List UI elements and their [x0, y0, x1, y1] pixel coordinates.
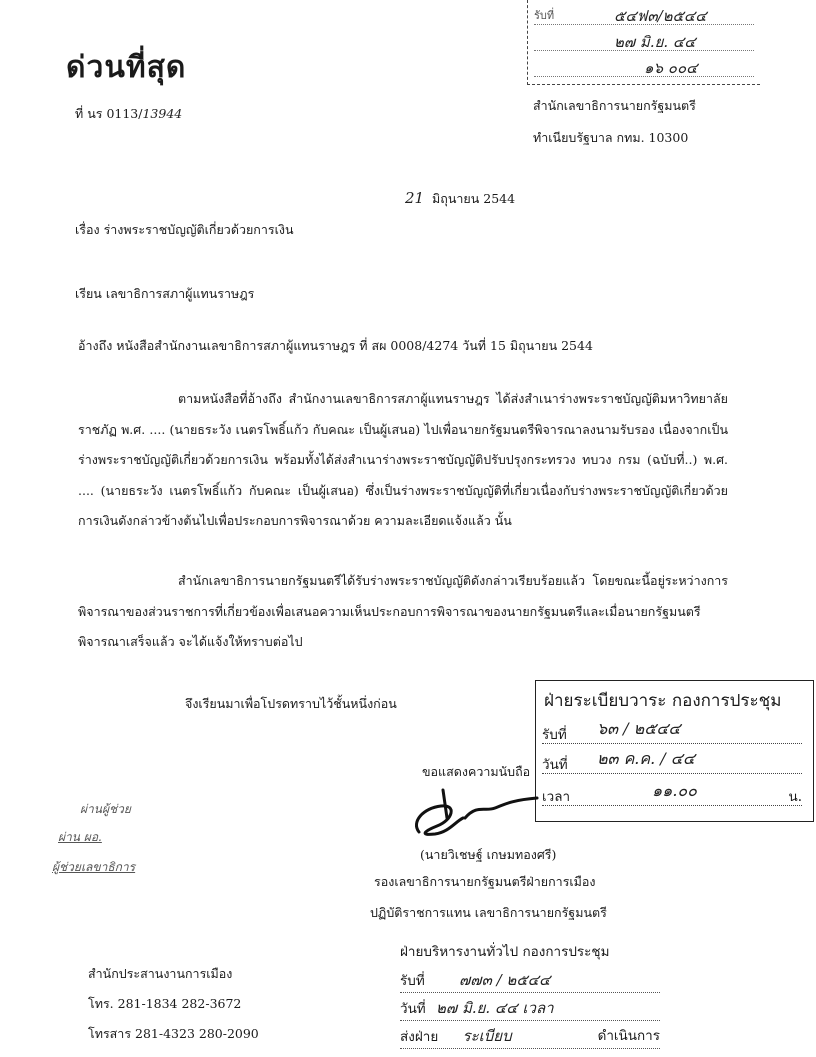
- bottom-stamp-received-label: รับที่: [400, 973, 425, 989]
- body-paragraph-2: [78, 566, 728, 658]
- footer-fax: โทรสาร 281-4323 280-2090: [88, 1026, 259, 1041]
- bottom-stamp-forward-label: ส่งฝ่าย: [400, 1029, 439, 1045]
- date-day: 21: [405, 189, 425, 207]
- regards-line: ขอแสดงความนับถือ: [422, 764, 531, 779]
- bottom-stamp-header: ฝ่ายบริหารงานทั่วไป กองการประชุม: [400, 944, 610, 960]
- meeting-stamp-received-label: รับที่: [542, 727, 567, 743]
- bottom-stamp-date-value: ๒๗ มิ.ย. ๔๔ เวลา: [436, 999, 554, 1017]
- meeting-stamp-time-suffix: น.: [788, 789, 802, 805]
- meeting-stamp-time-label: เวลา: [542, 789, 571, 805]
- signatory-title-2: ปฏิบัติราชการแทน เลขาธิการนายกรัฐมนตรี: [370, 905, 607, 920]
- document-number-prefix: ที่ นร 0113/: [75, 106, 143, 121]
- bottom-stamp-row-forward: [400, 1024, 660, 1049]
- reg-stamp-row-received: [534, 4, 754, 25]
- reg-stamp-received-label: รับที่: [534, 9, 555, 22]
- bottom-stamp-received-value: ๗๗๓ / ๒๕๔๔: [459, 971, 551, 989]
- document-date: [405, 189, 515, 209]
- signature-scribble-icon: [405, 778, 545, 840]
- reg-stamp-time-value: ๑๖ ๐๐๔: [644, 59, 698, 77]
- recipient-line: เรียน เลขาธิการสภาผู้แทนราษฎร: [75, 286, 255, 301]
- meeting-stamp-row-date: [542, 747, 802, 774]
- handwritten-note-2: ผ่าน ผอ.: [58, 830, 102, 844]
- footer-phone: โทร. 281-1834 282-3672: [88, 996, 242, 1011]
- sender-address: ทำเนียบรัฐบาล กทม. 10300: [533, 130, 689, 145]
- signatory-title-1: รองเลขาธิการนายกรัฐมนตรีฝ่ายการเมือง: [374, 874, 596, 889]
- paragraph-1-text: ตามหนังสือที่อ้างถึง สำนักงานเลขาธิการสภาผู้แทนราษฎร ได้ส่งสำเนาร่างพระราชบัญญัติมหาวิทยาลัยราชภัฏ พ.ศ. .... (นายธระวัง เนตรโพธิ์แก้ว กับคณะ เป็นผู้เสนอ) ไปเพื่อนายกรัฐมนตรีพิจารณาลงนามรับรอง เนื่องจากเป็นร่างพระราชบัญญัติเกี่ยวด้วยการเงิน พร้อมทั้งได้ส่งสำเนาร่างพระราชบัญญัติปรับปรุงกระทรวง ทบวง กรม (ฉบับที่..) พ.ศ. .... (นายธระวัง เนตรโพธิ์แก้ว กับคณะ เป็นผู้เสนอ) ซึ่งเป็นร่างพระราชบัญญัติที่เกี่ยวเนื่องกับร่างพระราชบัญญัติเกี่ยวด้วยการเงินดังกล่าวข้างต้นไปเพื่อประกอบการพิจารณาด้วย ความละเอียดแจ้งแล้ว นั้น: [78, 391, 728, 528]
- bottom-stamp-forward-tail: ดำเนินการ: [597, 1028, 660, 1044]
- reg-stamp-row-time: [534, 56, 754, 77]
- handwritten-note-1: ผ่านผู้ช่วย: [80, 802, 131, 816]
- date-month-year: มิถุนายน 2544: [432, 191, 516, 206]
- body-paragraph-1: [78, 384, 728, 537]
- paragraph-2-text: สำนักเลขาธิการนายกรัฐมนตรีได้รับร่างพระราชบัญญัติดังกล่าวเรียบร้อยแล้ว โดยขณะนี้อยู่ระหว่างการพิจารณาของส่วนราชการที่เกี่ยวข้องเพื่อเสนอความเห็นประกอบการพิจารณาของนายกรัฐมนตรีและเมื่อนายกรัฐมนตรีพิจารณาเสร็จแล้ว จะได้แจ้งให้ทราบต่อไป: [78, 573, 728, 649]
- handwritten-note-3: ผู้ช่วยเลขาธิการ: [52, 860, 136, 874]
- registration-stamp: [527, 0, 760, 85]
- general-admin-stamp: [400, 936, 670, 1057]
- bottom-stamp-date-label: วันที่: [400, 1001, 426, 1017]
- document-number: [75, 104, 182, 124]
- urgency-label: ด่วนที่สุด: [66, 50, 187, 85]
- meeting-stamp-received-value: ๖๓ / ๒๕๔๔: [597, 719, 681, 738]
- meeting-stamp-header: ฝ่ายระเบียบวาระ กองการประชุม: [544, 691, 782, 711]
- reference-line: อ้างถึง หนังสือสำนักงานเลขาธิการสภาผู้แทนราษฎร ที่ สผ 0008/4274 วันที่ 15 มิถุนายน 2544: [78, 338, 593, 353]
- meeting-stamp-row-received: [542, 717, 802, 744]
- reg-stamp-date-value: ๒๗ มิ.ย. ๔๔: [614, 33, 696, 51]
- meeting-stamp-date-label: วันที่: [542, 757, 568, 773]
- meeting-division-stamp: [535, 680, 814, 822]
- bottom-stamp-row-received: [400, 968, 660, 993]
- meeting-stamp-row-time: [542, 779, 802, 806]
- sender-office: สำนักเลขาธิการนายกรัฐมนตรี: [533, 98, 696, 113]
- document-number-value: 13944: [142, 106, 183, 121]
- signatory-name: (นายวิเชษฐ์ เกษมทองศรี): [420, 847, 557, 862]
- closing-line: จึงเรียนมาเพื่อโปรดทราบไว้ชั้นหนึ่งก่อน: [185, 696, 397, 711]
- bottom-stamp-forward-value: ระเบียบ: [462, 1027, 512, 1045]
- meeting-stamp-time-value: ๑๑.๐๐: [652, 781, 697, 800]
- reg-stamp-row-date: [534, 30, 754, 51]
- subject-line: เรื่อง ร่างพระราชบัญญัติเกี่ยวด้วยการเงิน: [75, 222, 294, 237]
- footer-office: สำนักประสานงานการเมือง: [88, 966, 233, 981]
- bottom-stamp-row-date: [400, 996, 660, 1021]
- reg-stamp-received-value: ๕๔ฟ๓/๒๕๔๔: [614, 7, 707, 25]
- meeting-stamp-date-value: ๒๓ ค.ค. / ๔๔: [597, 749, 695, 768]
